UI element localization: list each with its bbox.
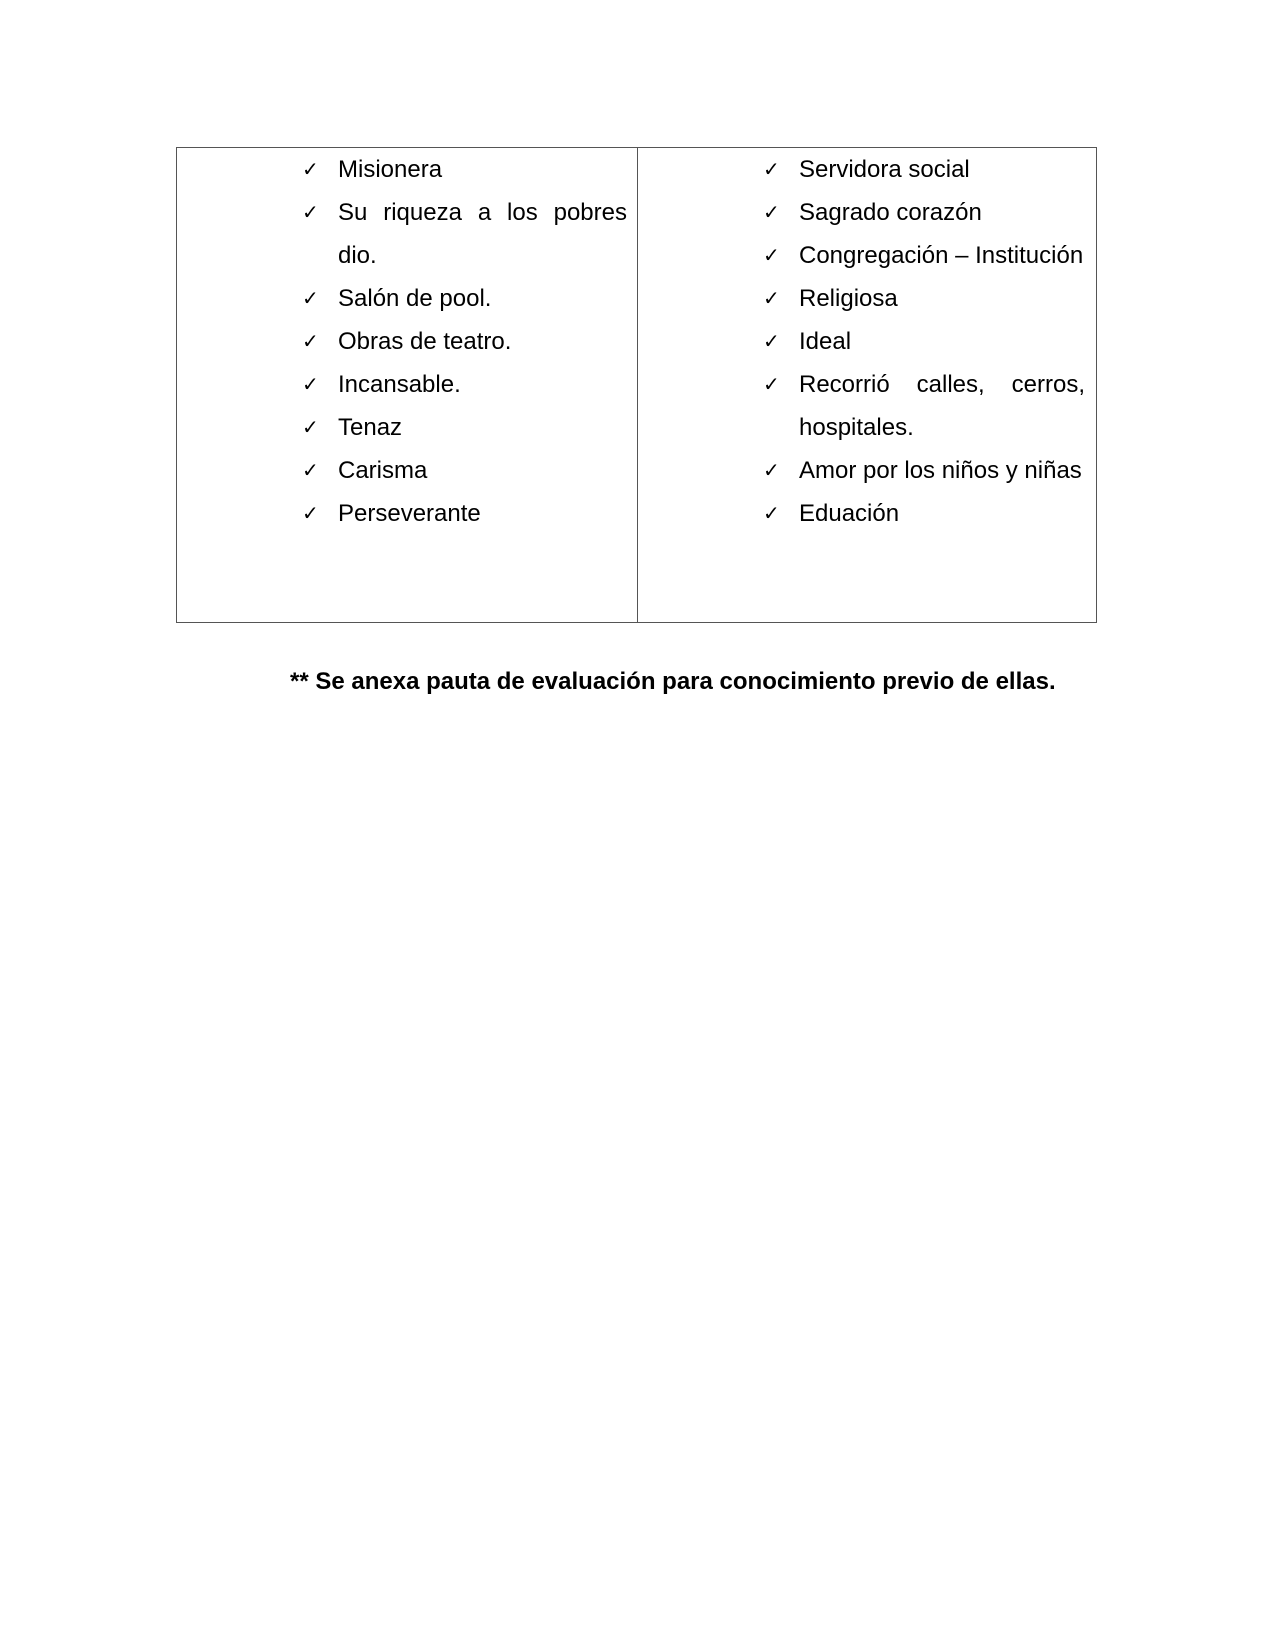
list-item [763,320,1085,363]
checkmark-icon: ✓ [763,329,780,353]
list-item [763,492,1085,535]
list-item [302,492,627,535]
list-item [763,148,1085,191]
checkmark-icon: ✓ [302,415,319,439]
list-item-text: Amor por los niños y niñas [799,457,1082,484]
list-item-text: Obras de teatro. [338,328,512,355]
list-item-text: Ideal [799,328,852,355]
table-column-left [177,148,638,622]
list-item [302,363,627,406]
checkmark-icon: ✓ [302,372,319,396]
list-item-text: Sagrado corazón [799,199,982,226]
list-item-text: Misionera [338,156,443,183]
list-item-text: Incansable. [338,371,461,398]
checkmark-icon: ✓ [763,243,780,267]
list-item-text: Salón de pool. [338,285,492,312]
list-item [302,148,627,191]
checkmark-icon: ✓ [763,372,780,396]
list-item-text: Perseverante [338,500,481,527]
list-item-text: Eduación [799,500,900,527]
list-item [302,449,627,492]
list-item [302,320,627,363]
checkmark-icon: ✓ [763,501,780,525]
list-item [763,234,1085,277]
checkmark-icon: ✓ [302,501,319,525]
list-item-text: Religiosa [799,285,898,312]
list-item [763,191,1085,234]
list-item-text: Tenaz [338,414,403,441]
list-item-text: Servidora social [799,156,970,183]
list-item [302,277,627,320]
checkmark-icon: ✓ [302,329,319,353]
list-item [302,191,627,277]
list-item [763,363,1085,449]
checklist-right [763,148,1085,535]
comparison-table [176,147,1097,623]
list-item-text: Congregación – Institución [799,242,1084,269]
list-item-text: Carisma [338,457,428,484]
table-column-right [638,148,1096,622]
list-item [763,449,1085,492]
checkmark-icon: ✓ [763,286,780,310]
checkmark-icon: ✓ [302,157,319,181]
checkmark-icon: ✓ [763,458,780,482]
checkmark-icon: ✓ [763,200,780,224]
checkmark-icon: ✓ [302,200,319,224]
checkmark-icon: ✓ [302,286,319,310]
checkmark-icon: ✓ [763,157,780,181]
list-item [763,277,1085,320]
list-item-text: Recorrió calles, cerros, hospitales. [799,371,1085,441]
list-item [302,406,627,449]
checklist-left [302,148,627,535]
list-item-text: Su riqueza a los pobres dio. [338,199,627,269]
checkmark-icon: ✓ [302,458,319,482]
annex-note: ** Se anexa pauta de evaluación para conocimiento previo de ellas. [290,668,1056,695]
